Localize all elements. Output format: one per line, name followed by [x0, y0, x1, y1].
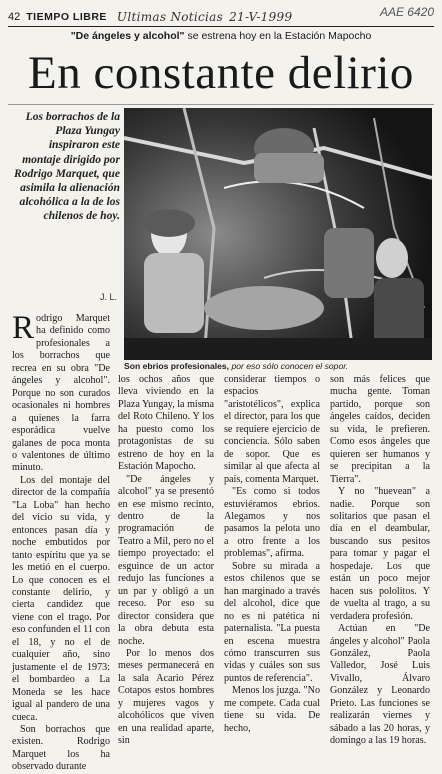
paragraph-text: odrigo Marquet ha definido como profesionales a los borrachos que recrea en su obra "De ángeles y alcohol". Porque no son curados ocasionales ni hombres a quienes la farra esporádica vuelve galanes de poca monta o valentones de último minuto.: [12, 313, 110, 474]
paragraph: Por lo menos dos meses permanecerá en la sala Acario Pérez Cotapos estos hombres y mujeres vagos y alcohólicos que viven en una realidad aparte, sin: [118, 647, 214, 747]
kicker-title: "De ángeles y alcohol": [70, 30, 185, 42]
headline: En constante delirio: [28, 47, 414, 99]
photo-caption: [124, 361, 434, 371]
paragraph: Actúan en "De ángeles y alcohol" Paola González, Paola Valledor, José Luis Vivallo, Álvaro González y Leonardo Prieto. Las funciones se realizarán viernes y sábado a las 20 horas, y domingo a las 19 horas.: [330, 623, 430, 747]
page-number: 42: [8, 11, 21, 23]
handwritten-source: Ultimas Noticias: [116, 10, 224, 24]
header-rule: [8, 26, 434, 27]
paragraph: Los del montaje del director de la compañía "La Loba" han hecho del vicio su vida, y entonces pasan día y noche embutidos por tanto espíritu que ya se les metió en el cuerpo. Lo que conocen es el constante delirio, y cierta candidez que viene con el trago. Por eso confunden el 11 con el 18, y no el de cualquier año, sino justamente el de 1973: el bombardeo a La Moneda se les hace igual al pandero de una cueca.: [12, 474, 110, 723]
headline-rule: [8, 104, 434, 105]
paragraph: son más felices que mucha gente. Toman partido, porque son ángeles caídos, deciden su vida, le prefieren. Como esos ángeles que quieren ser humanos y se precipitan a la Tierra".: [330, 374, 430, 485]
lead-paragraph: Los borrachos de la Plaza Yungay inspiraron este montaje dirigido por Rodrigo Marquet, que asimila la alienación alcohólica a la de los chilenos de hoy.: [14, 110, 120, 223]
byline: J. L.: [100, 292, 118, 302]
paragraph: [12, 310, 110, 475]
archive-stamp: AAE 6420: [379, 5, 434, 19]
body-column-2: [118, 374, 214, 748]
paragraph: Sobre su mirada a estos chilenos que se han marginado a través del alcohol, dice que no es ni patética ni paternalista. "La puesta en escena muestra cómo transcurren sus vidas y cuáles son sus puntos de referencia".: [224, 560, 320, 684]
body-column-4: [330, 374, 430, 748]
stage-photo: [124, 108, 432, 360]
paragraph: los ochos años que lleva viviendo en la Plaza Yungay, la misma del Roto Chileno. Y los ha puesto como los protagonistas de su estreno de hoy en la Estación Mapocho.: [118, 374, 214, 473]
body-column-1: [12, 310, 110, 774]
section-title: TIEMPO LIBRE: [26, 11, 107, 23]
paragraph: Son borrachos que existen. Rodrigo Marquet los ha observado durante: [12, 723, 110, 773]
paragraph: Y no "huevean" a nadie. Porque son solitarios que pasan el día en el deambular, buscando sus pesitos para tomar y pagar el hospedaje. Los que están un poco mejor hacen sus pololitos. Y de vuelta al trago, a su verdadera profesión.: [330, 486, 430, 622]
paragraph: considerar tiempos o espacios "aristotélicos", explica el director, para los que se requiere ejercicio de conciencia. Sólo saben de sopor. Que es similar al que afecta al país, comenta Marquet.: [224, 374, 320, 485]
paragraph: "Es como si todos estuviéramos ebrios. Alegamos y nos pasamos la pelota uno a otro frente a los problemas", afirma.: [224, 486, 320, 560]
caption-bold: Son ebrios profesionales,: [124, 361, 230, 371]
paragraph: Menos los juzga. "No me compete. Cada cual tiene su vida. De hecho,: [224, 685, 320, 734]
paragraph: "De ángeles y alcohol" ya se presentó en ese mismo recinto, dentro de la programación de Teatro a Mil, pero no el tiempo proyectado: el esguince de un actor redujo las funciones a un par y obligó a un receso. Por eso su director considera que la obra debuta esta noche.: [118, 473, 214, 647]
stage-photo-image: [124, 108, 432, 360]
drop-cap: R: [12, 310, 35, 346]
body-column-3: [224, 374, 320, 735]
handwritten-date: 21-V-1999: [229, 10, 293, 24]
caption-italic: por eso sólo conocen el sopor.: [229, 361, 349, 371]
kicker: [0, 30, 442, 42]
page-header: [8, 5, 434, 24]
kicker-text: se estrena hoy en la Estación Mapocho: [184, 30, 372, 42]
